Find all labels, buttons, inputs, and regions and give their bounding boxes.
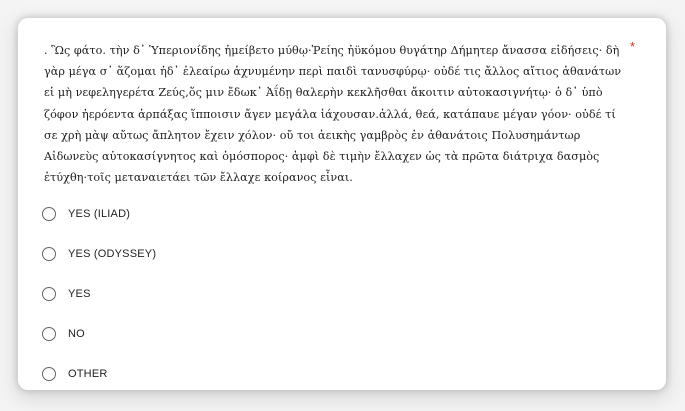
option-no[interactable] — [42, 314, 442, 354]
question-text: . Ὣς φάτο. τὴν δ᾽ Ὑπεριονίδης ἠμείβετο μύθῳ·Ῥείης ἠϋκόμου θυγάτηρ Δήμητερ ἄνασσα εἰδήσεις· δὴ γὰρ μέγα σ᾽ ἅζομαι ἠδ᾽ ἐλεαίρω ἀχνυμένην περὶ παιδὶ τανυσφύρῳ· οὐδέ τις ἄλλος αἴτιος ἀθανάτων εἰ μὴ νεφεληγερέτα Ζεύς,ὅς μιν ἔδωκ᾽ Ἀΐδῃ θαλερὴν κεκλῆσθαι ἄκοιτιν αὐτοκασιγνήτῳ· ὁ δ᾽ ὑπὸ ζόφον ἠερόεντα ἁρπάξας ἵπποισιν ἄγεν μεγάλα ἰάχουσαν.ἀλλά, θεά, κατάπαυε μέγαν γόον· οὐδέ τί σε χρὴ μὰψ αὔτως ἄπλητον ἔχειν χόλον· οὔ τοι ἀεικὴς γαμβρὸς ἐν ἀθανάτοις Πολυσημάντωρ Αἰδωνεὺς αὐτοκασίγνητος καὶ ὁμόσπορος· ἀμφὶ δὲ τιμὴν ἔλλαχεν ὡς τὰ πρῶτα διάτριχα δασμὸς ἐτύχθη·τοῖς μεταναιετάει τῶν ἔλλαχε κοίρανος εἶναι. — [44, 44, 622, 185]
radio-button[interactable] — [42, 247, 56, 261]
option-other[interactable] — [42, 354, 442, 390]
option-label: YES (ILIAD) — [68, 208, 131, 220]
option-label: YES (ODYSSEY) — [68, 248, 157, 260]
radio-button[interactable] — [42, 327, 56, 341]
option-yes[interactable] — [42, 274, 442, 314]
question-card — [18, 18, 666, 390]
radio-button[interactable] — [42, 207, 56, 221]
required-asterisk: * — [630, 39, 636, 54]
radio-button[interactable] — [42, 287, 56, 301]
radio-button[interactable] — [42, 367, 56, 381]
options-list — [42, 194, 442, 390]
option-label: OTHER — [68, 368, 108, 380]
option-label: YES — [68, 288, 91, 300]
option-label: NO — [68, 328, 85, 340]
option-yes-odyssey[interactable] — [42, 234, 442, 274]
option-yes-iliad[interactable] — [42, 194, 442, 234]
